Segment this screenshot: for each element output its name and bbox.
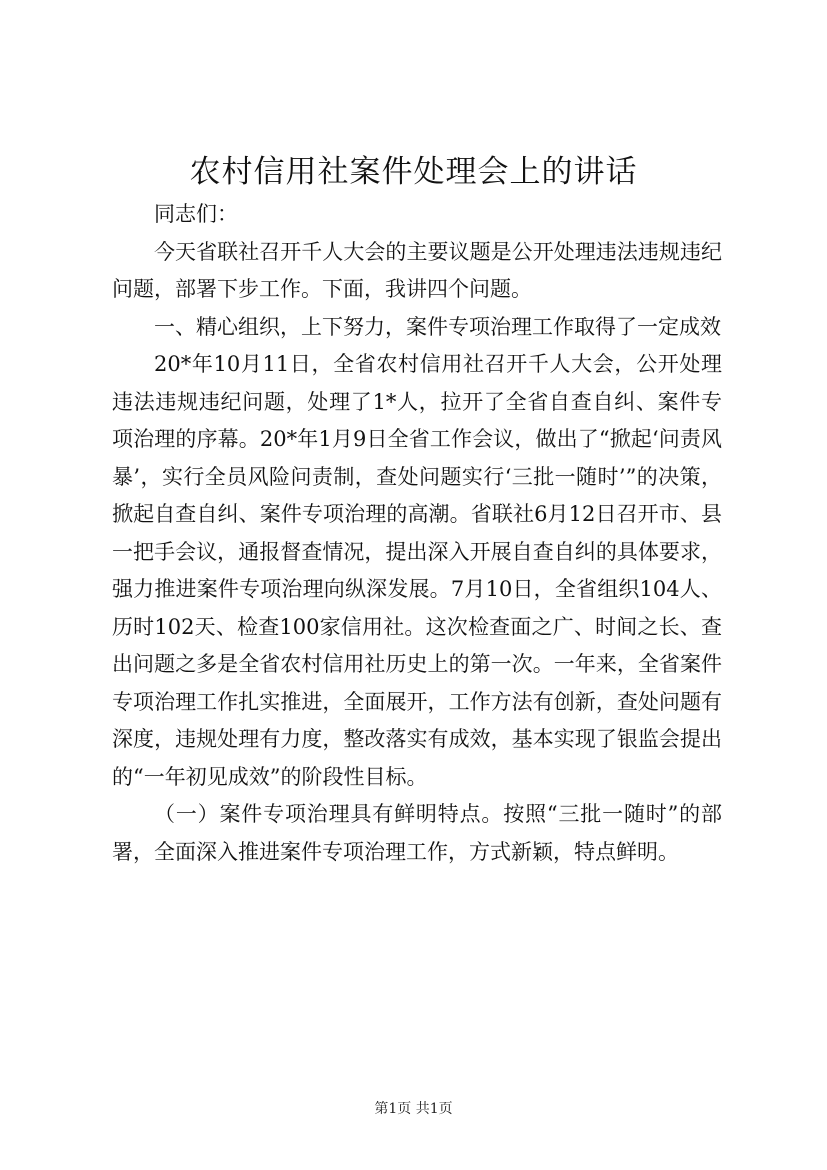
paragraph-intro: 今天省联社召开千人大会的主要议题是公开处理违法违规违纪问题，部署下步工作。下面，我讲四个问题。	[112, 239, 722, 301]
greeting-line: 同志们：	[154, 202, 238, 226]
document-body	[112, 196, 722, 871]
paragraph-main: 20*年10月11日，全省农村信用社召开千人大会，公开处理违法违规违纪问题，处理了1*人，拉开了全省自查自纠、案件专项治理的序幕。20*年1月9日全省工作会议，做出了“掀起‘问责风暴’，实行全员风险问责制，查处问题实行‘三批一随时’”的决策，掀起自查自纠、案件专项治理的高潮。省联社6月12日召开市、县一把手会议，通报督查情况，提出深入开展自查自纠的具体要求，强力推进案件专项治理向纵深发展。7月10日，全省组织104人、历时102天、检查100家信用社。这次检查面之广、时间之长、查出问题之多是全省农村信用社历史上的第一次。一年来，全省案件专项治理工作扎实推进，全面展开，工作方法有创新，查处问题有深度，违规处理有力度，整改落实有成效，基本实现了银监会提出的“一年初见成效”的阶段性目标。	[112, 352, 722, 789]
page-footer: 第1页 共1页	[374, 1101, 453, 1117]
subsection-heading-1: （一）案件专项治理具有鲜明特点。按照“三批一随时”的部署，全面深入推进案件专项治理工作，方式新颖，特点鲜明。	[112, 802, 722, 864]
document-title: 农村信用社案件处理会上的讲话	[189, 154, 638, 190]
section-heading-1: 一、精心组织，上下努力，案件专项治理工作取得了一定成效	[154, 314, 721, 339]
